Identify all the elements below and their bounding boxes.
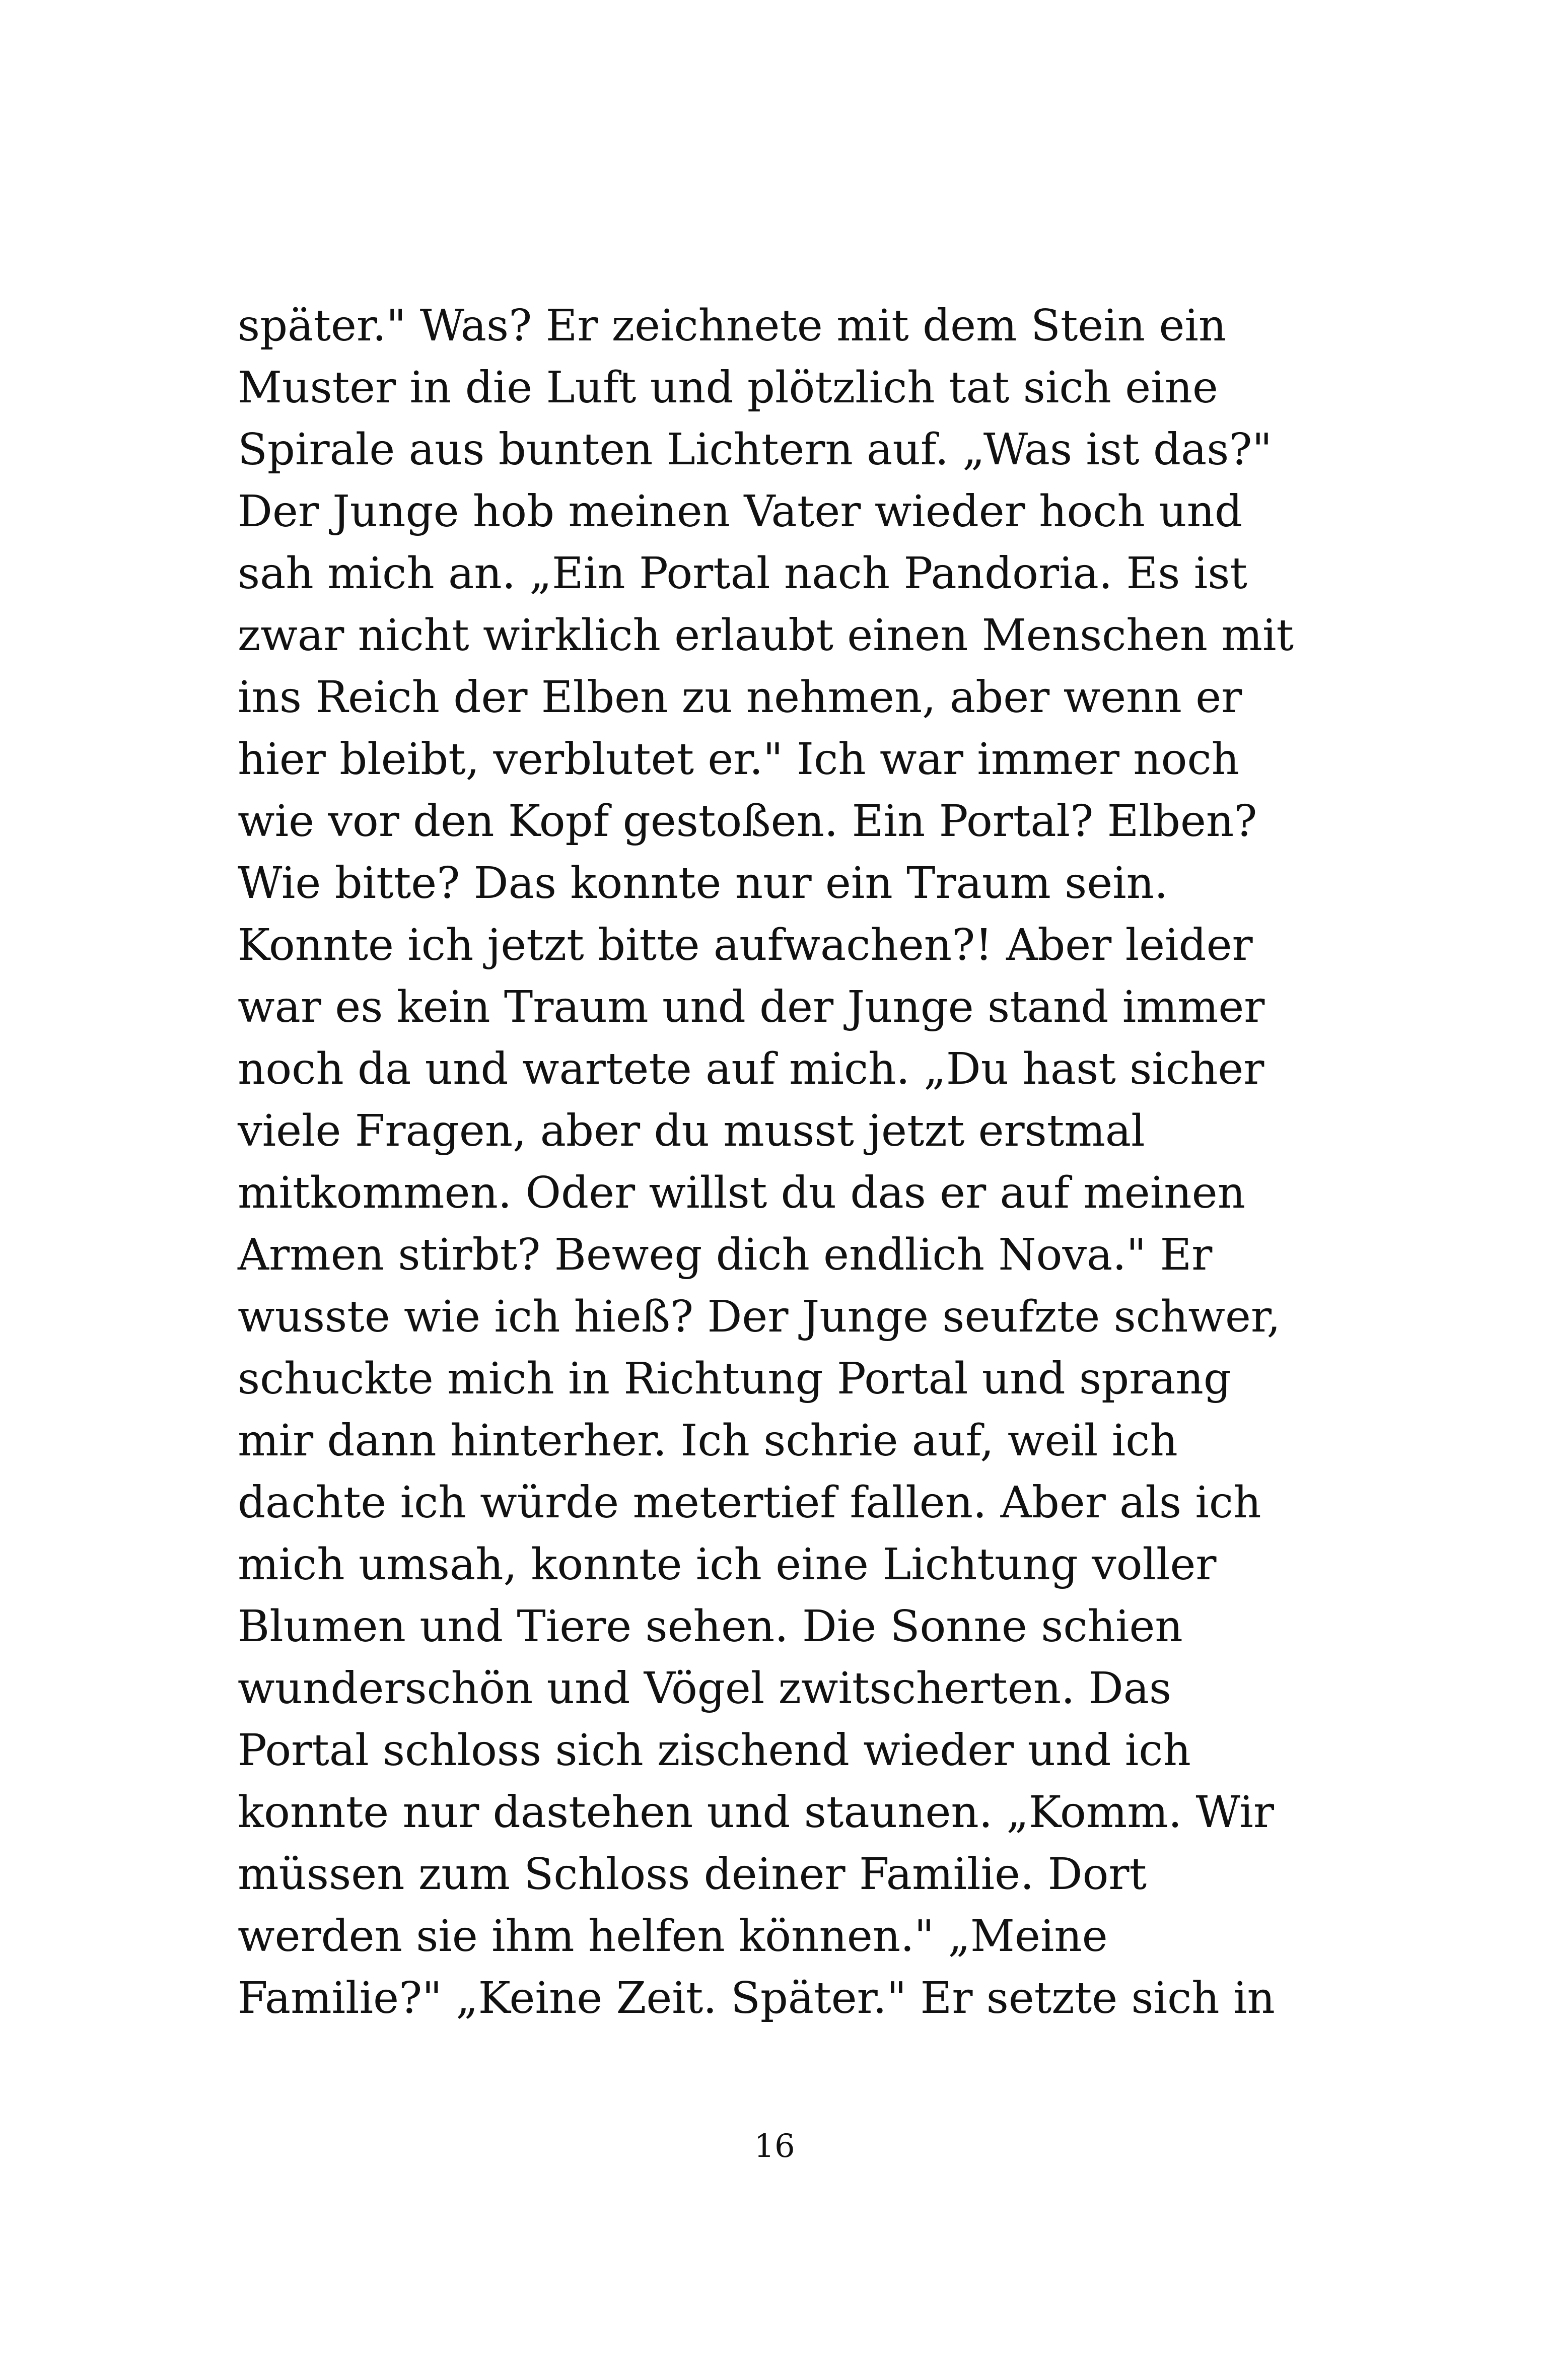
text-line: konnte nur dastehen und staunen. „Komm. Wir [238, 1787, 1274, 1838]
text-line: Spirale aus bunten Lichtern auf. „Was ist das?" [238, 425, 1273, 475]
text-line: später." Was? Er zeichnete mit dem Stein ein [238, 301, 1227, 351]
body-text [238, 295, 1366, 2029]
text-line: wusste wie ich hieß? Der Junge seufzte schwer, [238, 1292, 1281, 1342]
text-line: Konnte ich jetzt bitte aufwachen?! Aber leider [238, 920, 1253, 970]
text-line: Familie?" „Keine Zeit. Später." Er setzte sich in [238, 1973, 1275, 2023]
text-line: noch da und wartete auf mich. „Du hast sicher [238, 1044, 1264, 1094]
text-line: viele Fragen, aber du musst jetzt erstmal [238, 1106, 1145, 1156]
text-line: werden sie ihm helfen können." „Meine [238, 1911, 1108, 1962]
text-line: Wie bitte? Das konnte nur ein Traum sein. [238, 858, 1168, 908]
text-line: mir dann hinterher. Ich schrie auf, weil ich [238, 1416, 1178, 1466]
text-line: sah mich an. „Ein Portal nach Pandoria. Es ist [238, 548, 1247, 599]
text-line: mich umsah, konnte ich eine Lichtung voller [238, 1539, 1217, 1590]
text-line: schuckte mich in Richtung Portal und sprang [238, 1354, 1231, 1404]
text-line: Portal schloss sich zischend wieder und ich [238, 1725, 1191, 1776]
text-line: war es kein Traum und der Junge stand immer [238, 982, 1265, 1032]
text-line: wie vor den Kopf gestoßen. Ein Portal? Elben? [238, 796, 1257, 847]
text-line: zwar nicht wirklich erlaubt einen Menschen mit [238, 610, 1294, 661]
text-line: müssen zum Schloss deiner Familie. Dort [238, 1849, 1147, 1900]
text-line: Muster in die Luft und plötzlich tat sich eine [238, 363, 1218, 413]
text-line: mitkommen. Oder willst du das er auf meinen [238, 1168, 1245, 1218]
text-line: wunderschön und Vögel zwitscherten. Das [238, 1663, 1172, 1714]
text-line: Armen stirbt? Beweg dich endlich Nova." Er [238, 1230, 1213, 1280]
text-line: Blumen und Tiere sehen. Die Sonne schien [238, 1601, 1183, 1652]
text-line: ins Reich der Elben zu nehmen, aber wenn er [238, 672, 1242, 723]
text-line: Der Junge hob meinen Vater wieder hoch und [238, 486, 1243, 537]
text-line: hier bleibt, verblutet er." Ich war immer noch [238, 734, 1240, 785]
page-number: 16 [754, 2128, 795, 2165]
text-line: dachte ich würde metertief fallen. Aber als ich [238, 1478, 1261, 1528]
